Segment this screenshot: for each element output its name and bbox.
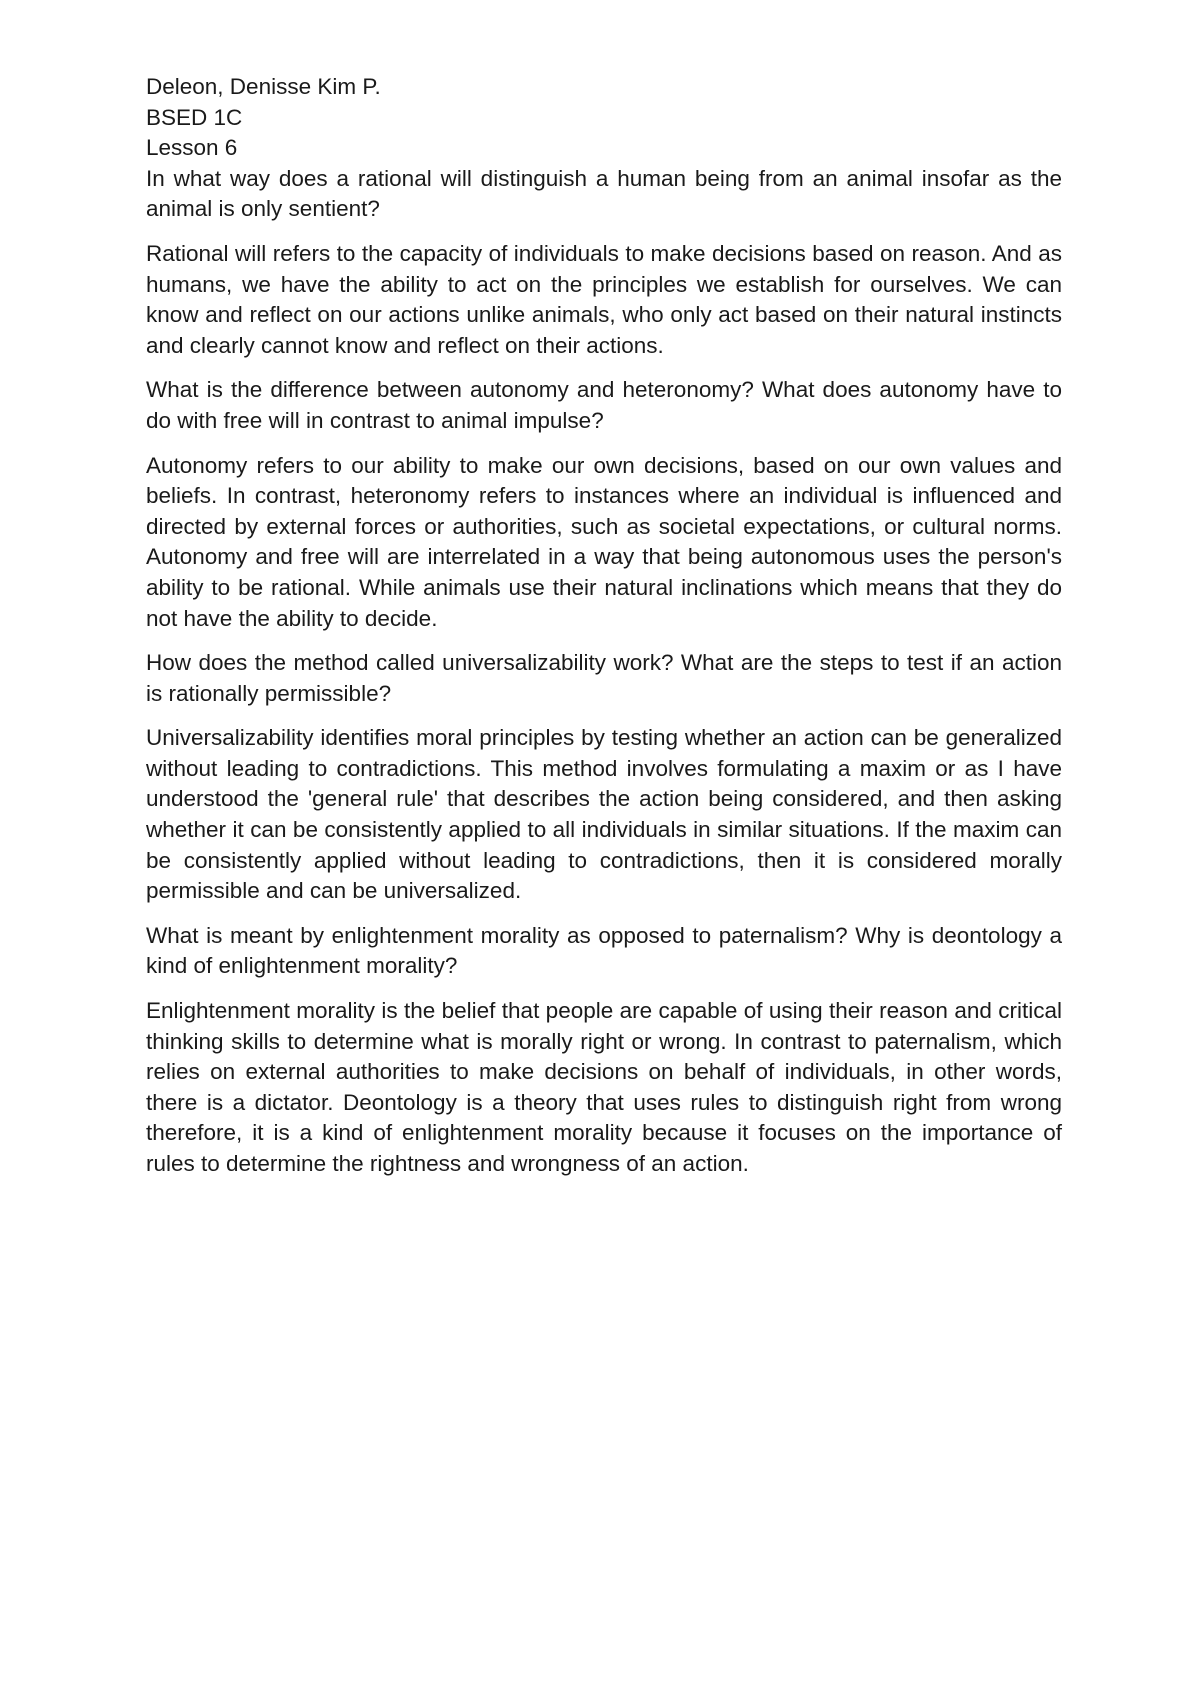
question-4: What is meant by enlightenment morality as opposed to paternalism? Why is deontology a kind of enlightenment morality? (146, 922, 1062, 979)
document-body (146, 72, 1062, 1194)
answer-2: Autonomy refers to our ability to make our own decisions, based on our own values and beliefs. In contrast, heteronomy refers to instances where an individual is influenced and directed by external forces or authorities, such as societal expectations, or cultural norms. Autonomy and free will are interrelated in a way that being autonomous uses the person's ability to be rational. While animals use their natural inclinations which means that they do not have the ability to decide. (146, 452, 1062, 631)
student-name: Deleon, Denisse Kim P. (146, 74, 381, 99)
lesson-title: Lesson 6 (146, 135, 238, 161)
answer-3: Universalizability identifies moral principles by testing whether an action can be generalized without leading to contradictions. This method involves formulating a maxim or as I have understood the 'general rule' that describes the action being considered, and then asking whether it can be consistently applied to all individuals in similar situations. If the maxim can be consistently applied without leading to contradictions, then it is considered morally permissible and can be universalized. (146, 725, 1062, 904)
question-2: What is the difference between autonomy and heteronomy? What does autonomy have to do with free will in contrast to animal impulse? (146, 377, 1062, 433)
qa-item-4 (146, 921, 1062, 1180)
student-section: BSED 1C (146, 104, 243, 130)
qa-item-3 (146, 648, 1062, 907)
question-1: In what way does a rational will distinguish a human being from an animal insofar as the animal is only sentient? (146, 165, 1062, 222)
answer-4: Enlightenment morality is the belief that people are capable of using their reason and critical thinking skills to determine what is morally right or wrong. In contrast to paternalism, which relies on external authorities to make decisions on behalf of individuals, in other words, there is a dictator. Deontology is a theory that uses rules to distinguish right from wrong therefore, it is a kind of enlightenment morality because it focuses on the importance of rules to determine the rightness and wrongness of an action. (146, 998, 1062, 1176)
answer-1: Rational will refers to the capacity of individuals to make decisions based on reason. And as humans, we have the ability to act on the principles we establish for ourselves. We can know and reflect on our actions unlike animals, who only act based on their natural instincts and clearly cannot know and reflect on their actions. (146, 240, 1062, 358)
qa-item-2 (146, 375, 1062, 634)
question-3: How does the method called universalizability work? What are the steps to test if an action is rationally permissible? (146, 650, 1062, 706)
qa-item-1 (146, 164, 1062, 362)
